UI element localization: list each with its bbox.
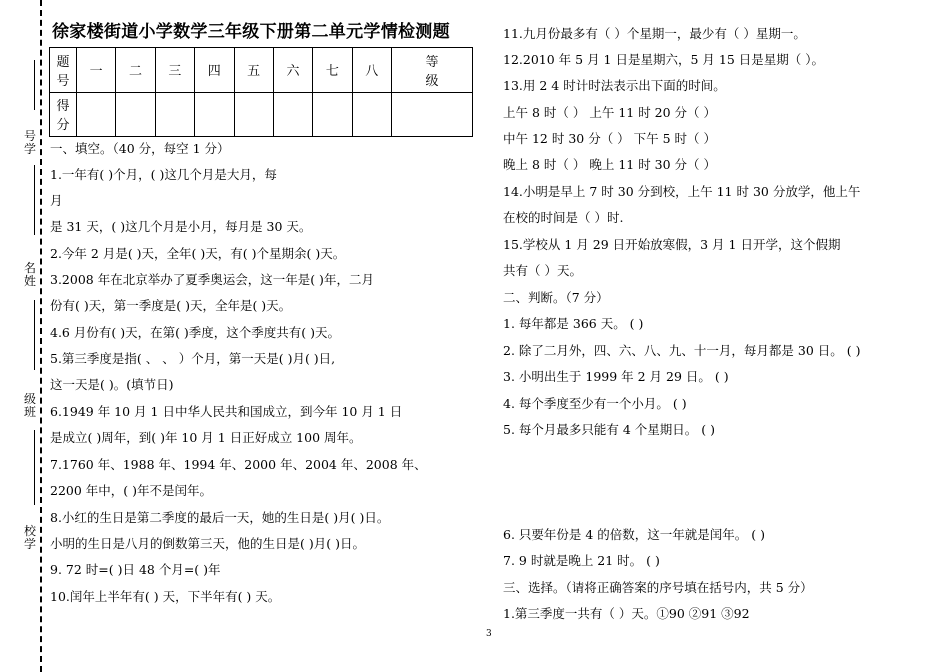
question-line: 是 31 天，( )这几个月是小月，每月是 30 天。 [50,219,312,234]
score-cell[interactable] [313,92,352,137]
section-heading-fill-in: 一、填空。（40 分，每空 1 分） [50,141,230,156]
question-line: 1.第三季度一共有（ ）天。①90 ②91 ③92 [503,606,750,621]
question-line: 中午 12 时 30 分（ ） 下午 5 时（ ） [503,131,717,146]
binding-dashed-line [40,0,42,672]
question-line: 3. 小明出生于 1999 年 2 月 29 日。 ( ) [503,369,729,384]
question-line: 8.小红的生日是第二季度的最后一天，她的生日是( )月( )日。 [50,510,390,525]
row-label: 得 分 [50,92,77,137]
question-line: 这一天是( )。(填节日) [50,377,174,392]
question-line: 5.第三季度是指( 、 、 ）个月，第一天是( )月( )日, [50,351,336,366]
question-line: 上午 8 时（ ） 上午 11 时 20 分（ ） [503,105,717,120]
header-cell: 题 号 [50,48,77,93]
question-line: 1. 每年都是 366 天。 ( ) [503,316,644,331]
question-line: 6.1949 年 10 月 1 日中华人民共和国成立，到今年 10 月 1 日 [50,404,403,419]
question-line: 2. 除了二月外，四、六、八、九、十一月，每月都是 30 日。 ( ) [503,343,861,358]
header-cell: 等 级 [392,48,473,93]
score-table [49,47,473,137]
question-line: 12.2010 年 5 月 1 日是星期六，5 月 15 日是星期（ ）。 [503,52,824,67]
question-line: 3.2008 年在北京举办了夏季奥运会，这一年是( )年，二月 [50,272,374,287]
sidebar-label-name: 名 姓 [23,261,36,288]
question-line: 小明的生日是八月的倒数第三天，他的生日是( )月( )日。 [50,536,365,551]
page-title: 徐家楼街道小学数学三年级下册第二单元学情检测题 [52,22,450,42]
question-line: 晚上 8 时（ ） 晚上 11 时 30 分（ ） [503,157,717,172]
question-line: 1.一年有( )个月，( )这几个月是大月，每 [50,167,277,182]
question-line: 15.学校从 1 月 29 日开始放寒假，3 月 1 日开学，这个假期 [503,237,841,252]
score-cell[interactable] [352,92,391,137]
sidebar-rule [34,300,35,370]
score-cell[interactable] [77,92,116,137]
page-number: 3 [486,629,492,639]
question-line: 在校的时间是（ ）时. [503,210,624,225]
score-cell[interactable] [116,92,155,137]
header-cell: 五 [234,48,273,93]
header-cell: 三 [155,48,194,93]
section-heading-choice: 三、选择。（请将正确答案的序号填在括号内，共 5 分） [503,580,813,595]
question-line: 5. 每个月最多只能有 4 个星期日。 ( ) [503,422,716,437]
score-cell[interactable] [234,92,273,137]
sidebar-label-school-number: 号 学 [23,129,36,156]
section-heading-true-false: 二、判断。（7 分） [503,290,609,305]
header-cell: 一 [77,48,116,93]
question-line: 是成立( )周年，到( )年 10 月 1 日正好成立 100 周年。 [50,430,362,445]
sidebar-label-school: 校 学 [23,524,36,551]
question-line: 9. 72 时=( )日 48 个月=( )年 [50,562,221,577]
question-line: 6. 只要年份是 4 的倍数，这一年就是闰年。 ( ) [503,527,766,542]
score-table-score-row [50,92,473,137]
question-line: 7. 9 时就是晚上 21 时。 ( ) [503,553,660,568]
grade-cell[interactable] [392,92,473,137]
header-cell: 七 [313,48,352,93]
header-cell: 二 [116,48,155,93]
question-line: 2200 年中，( )年不是闰年。 [50,483,213,498]
question-line: 10.闰年上半年有( ) 天，下半年有( ) 天。 [50,589,281,604]
question-line: 共有（ ）天。 [503,263,582,278]
header-cell: 四 [195,48,234,93]
question-line: 2.今年 2 月是( )天，全年( )天，有( )个星期余( )天。 [50,246,346,261]
score-cell[interactable] [195,92,234,137]
sidebar-rule [34,165,35,235]
question-line: 4. 每个季度至少有一个小月。 ( ) [503,396,687,411]
score-cell[interactable] [273,92,312,137]
question-line: 13.用 2 4 时计时法表示出下面的时间。 [503,78,726,93]
sidebar-rule [34,60,35,110]
header-cell: 八 [352,48,391,93]
question-line: 份有( )天，第一季度是( )天，全年是( )天。 [50,298,292,313]
score-cell[interactable] [155,92,194,137]
question-line: 7.1760 年、1988 年、1994 年、2000 年、2004 年、2008 年、 [50,457,427,472]
sidebar-rule [34,430,35,505]
question-line: 11.九月份最多有（ ）个星期一，最少有（ ）星期一。 [503,26,806,41]
score-table-header-row [50,48,473,93]
question-line: 月 [50,193,63,208]
question-line: 4.6 月份有( )天，在第( )季度，这个季度共有( )天。 [50,325,341,340]
sidebar-label-class: 级 班 [23,392,36,419]
header-cell: 六 [273,48,312,93]
question-line: 14.小明是早上 7 时 30 分到校，上午 11 时 30 分放学，他上午 [503,184,861,199]
